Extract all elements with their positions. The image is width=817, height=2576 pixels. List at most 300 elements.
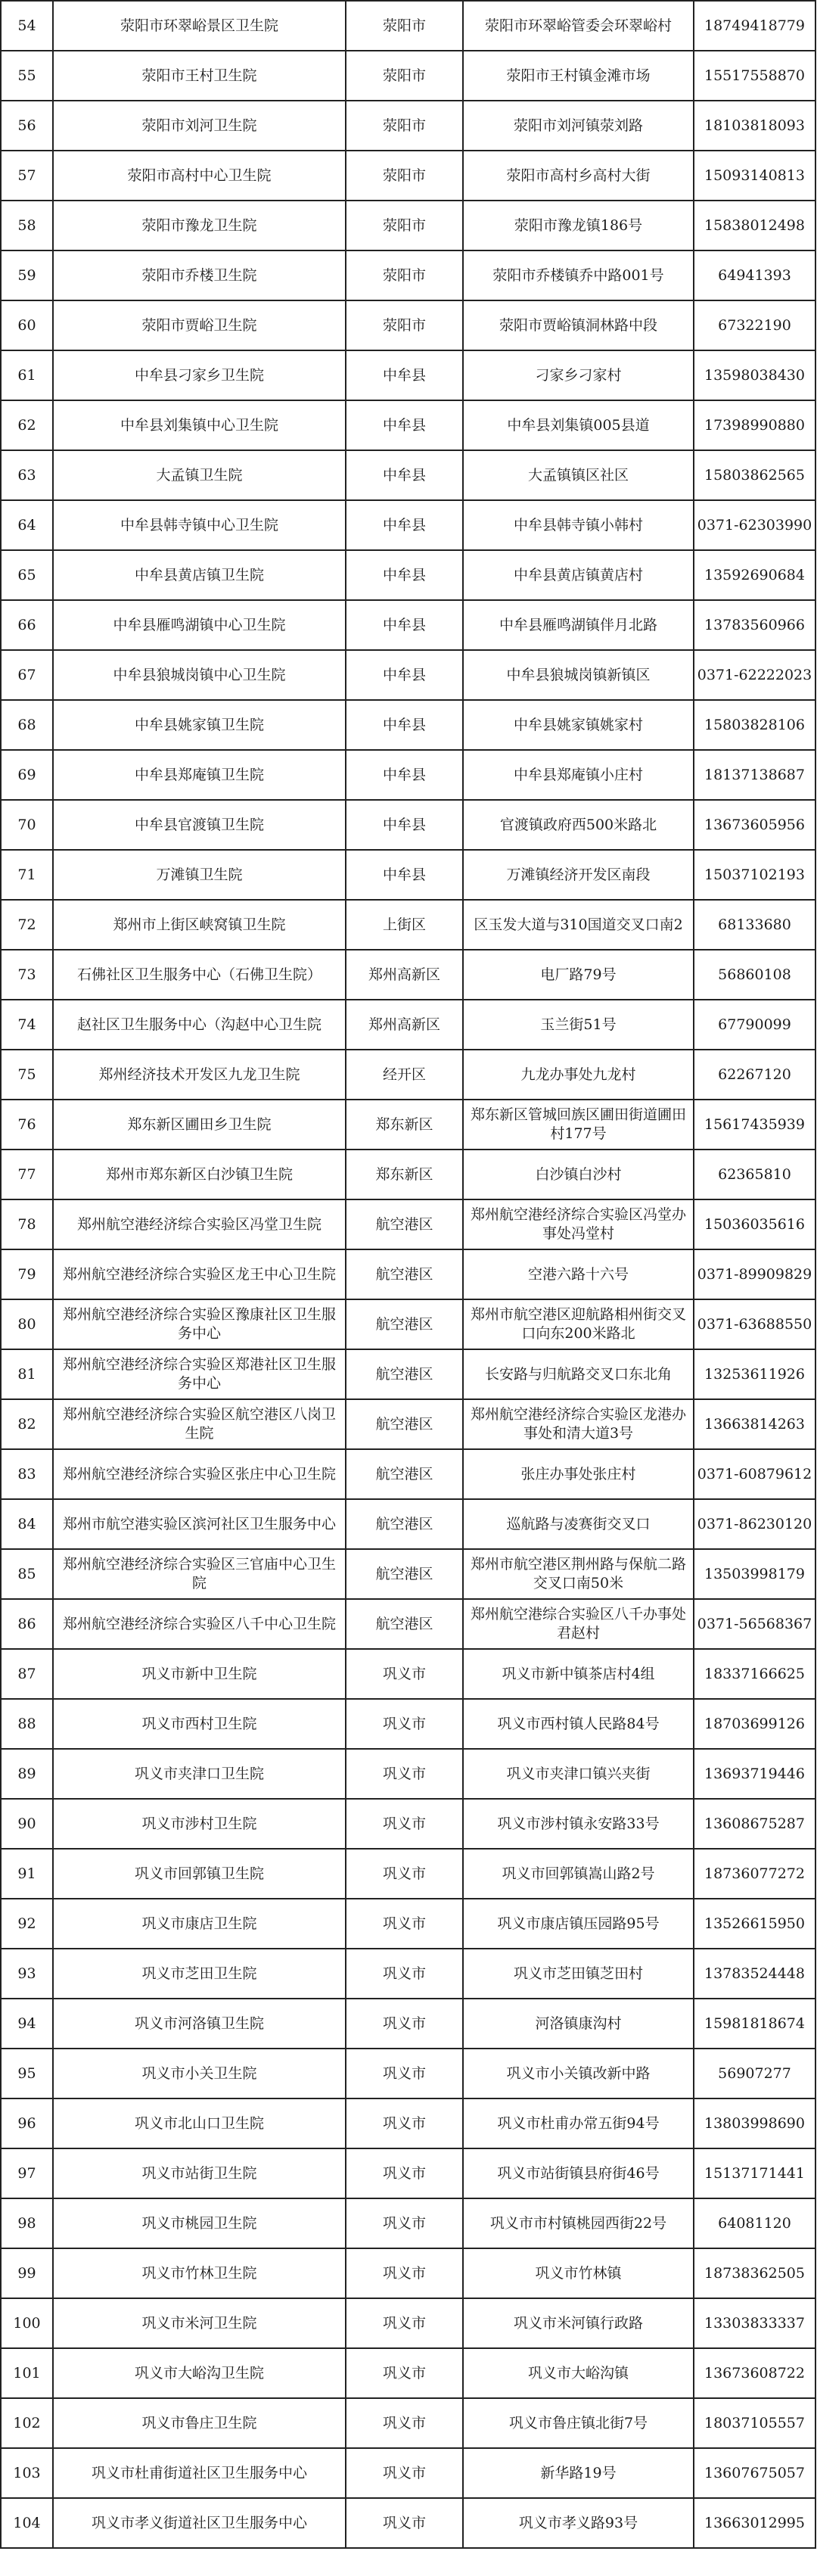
institution-name: 郑州航空港经济综合实验区冯堂卫生院: [53, 1199, 346, 1249]
table-row: [1, 1, 815, 51]
address: 玉兰街51号: [463, 1000, 694, 1050]
address: 巡航路与凌赛街交叉口: [463, 1499, 694, 1549]
row-number: 77: [1, 1150, 53, 1199]
address: 大孟镇镇区社区: [463, 450, 694, 500]
institution-name: 巩义市涉村卫生院: [53, 1799, 346, 1849]
phone-number: 18738362505: [694, 2248, 815, 2298]
phone-number: 13783524448: [694, 1949, 815, 1999]
row-number: 97: [1, 2148, 53, 2198]
row-number: 59: [1, 250, 53, 300]
table-row: [1, 101, 815, 151]
address: 电厂路79号: [463, 950, 694, 1000]
phone-number: 13608675287: [694, 1799, 815, 1849]
table-row: [1, 2348, 815, 2398]
institution-name: 巩义市小关卫生院: [53, 2049, 346, 2098]
district: 巩义市: [346, 1949, 463, 1999]
address: 郑州航空港经济综合实验区龙港办事处和清大道3号: [463, 1399, 694, 1449]
district: 航空港区: [346, 1599, 463, 1649]
institution-name: 巩义市北山口卫生院: [53, 2098, 346, 2148]
district: 巩义市: [346, 1699, 463, 1749]
address: 巩义市回郭镇嵩山路2号: [463, 1849, 694, 1899]
address: 巩义市米河镇行政路: [463, 2298, 694, 2348]
table-row: [1, 2398, 815, 2448]
row-number: 71: [1, 850, 53, 900]
institution-name: 郑州航空港经济综合实验区航空港区八岗卫生院: [53, 1399, 346, 1449]
phone-number: 56860108: [694, 950, 815, 1000]
address: 河洛镇康沟村: [463, 1999, 694, 2049]
row-number: 61: [1, 350, 53, 400]
institution-name: 巩义市河洛镇卫生院: [53, 1999, 346, 2049]
row-number: 79: [1, 1249, 53, 1299]
row-number: 96: [1, 2098, 53, 2148]
row-number: 55: [1, 51, 53, 101]
institution-name: 巩义市孝义街道社区卫生服务中心: [53, 2498, 346, 2548]
row-number: 68: [1, 700, 53, 750]
institution-name: 中牟县郑庵镇卫生院: [53, 750, 346, 800]
table-row: [1, 250, 815, 300]
row-number: 75: [1, 1050, 53, 1100]
institution-name: 巩义市杜甫街道社区卫生服务中心: [53, 2448, 346, 2498]
phone-number: 17398990880: [694, 400, 815, 450]
phone-number: 67790099: [694, 1000, 815, 1050]
table-row: [1, 151, 815, 201]
district: 航空港区: [346, 1549, 463, 1599]
district: 上街区: [346, 900, 463, 950]
institution-name: 巩义市康店卫生院: [53, 1899, 346, 1949]
table-row: [1, 1100, 815, 1150]
address: 巩义市大峪沟镇: [463, 2348, 694, 2398]
table-row: [1, 1499, 815, 1549]
row-number: 82: [1, 1399, 53, 1449]
table-row: [1, 1449, 815, 1499]
institution-name: 郑州市郑东新区白沙镇卫生院: [53, 1150, 346, 1199]
phone-number: 15803828106: [694, 700, 815, 750]
district: 巩义市: [346, 2248, 463, 2298]
phone-number: 18103818093: [694, 101, 815, 151]
institution-name: 荥阳市豫龙卫生院: [53, 201, 346, 250]
table-row: [1, 2448, 815, 2498]
phone-number: 18749418779: [694, 1, 815, 51]
district: 郑州高新区: [346, 1000, 463, 1050]
phone-number: 68133680: [694, 900, 815, 950]
table-row: [1, 2298, 815, 2348]
district: 巩义市: [346, 2348, 463, 2398]
district: 航空港区: [346, 1449, 463, 1499]
institution-name: 郑州航空港经济综合实验区豫康社区卫生服务中心: [53, 1299, 346, 1349]
row-number: 92: [1, 1899, 53, 1949]
address: 荥阳市王村镇金滩市场: [463, 51, 694, 101]
row-number: 100: [1, 2298, 53, 2348]
row-number: 103: [1, 2448, 53, 2498]
institution-name: 巩义市桃园卫生院: [53, 2198, 346, 2248]
address: 巩义市市村镇桃园西街22号: [463, 2198, 694, 2248]
table-row: [1, 1399, 815, 1449]
address: 白沙镇白沙村: [463, 1150, 694, 1199]
row-number: 73: [1, 950, 53, 1000]
phone-number: 15137171441: [694, 2148, 815, 2198]
address: 巩义市站街镇县府街46号: [463, 2148, 694, 2198]
row-number: 69: [1, 750, 53, 800]
district: 中牟县: [346, 750, 463, 800]
row-number: 80: [1, 1299, 53, 1349]
address: 巩义市竹林镇: [463, 2248, 694, 2298]
district: 航空港区: [346, 1499, 463, 1549]
address: 中牟县雁鸣湖镇伴月北路: [463, 600, 694, 650]
table-row: [1, 400, 815, 450]
phone-number: 0371-62222023: [694, 650, 815, 700]
institution-name: 巩义市夹津口卫生院: [53, 1749, 346, 1799]
address: 郑州航空港经济综合实验区冯堂办事处冯堂村: [463, 1199, 694, 1249]
address: 郑州航空港综合实验区八千办事处君赵村: [463, 1599, 694, 1649]
district: 中牟县: [346, 450, 463, 500]
row-number: 70: [1, 800, 53, 850]
institution-name: 巩义市站街卫生院: [53, 2148, 346, 2198]
address: 荥阳市贾峪镇洞林路中段: [463, 300, 694, 350]
row-number: 95: [1, 2049, 53, 2098]
row-number: 86: [1, 1599, 53, 1649]
institution-name: 巩义市米河卫生院: [53, 2298, 346, 2348]
table-row: [1, 1699, 815, 1749]
institution-name: 荥阳市刘河卫生院: [53, 101, 346, 151]
phone-number: 13673608722: [694, 2348, 815, 2398]
district: 中牟县: [346, 400, 463, 450]
phone-number: 62267120: [694, 1050, 815, 1100]
institution-name: 郑州航空港经济综合实验区张庄中心卫生院: [53, 1449, 346, 1499]
table-row: [1, 1749, 815, 1799]
phone-number: 13673605956: [694, 800, 815, 850]
district: 巩义市: [346, 2049, 463, 2098]
phone-number: 13663814263: [694, 1399, 815, 1449]
phone-number: 0371-62303990: [694, 500, 815, 550]
row-number: 84: [1, 1499, 53, 1549]
phone-number: 15036035616: [694, 1199, 815, 1249]
institution-name: 巩义市鲁庄卫生院: [53, 2398, 346, 2448]
address: 中牟县郑庵镇小庄村: [463, 750, 694, 800]
district: 巩义市: [346, 2198, 463, 2248]
row-number: 62: [1, 400, 53, 450]
row-number: 65: [1, 550, 53, 600]
district: 航空港区: [346, 1399, 463, 1449]
address: 郑东新区管城回族区圃田街道圃田村177号: [463, 1100, 694, 1150]
institution-name: 荥阳市高村中心卫生院: [53, 151, 346, 201]
table-row: [1, 2049, 815, 2098]
table-row: [1, 750, 815, 800]
phone-number: 13303833337: [694, 2298, 815, 2348]
address: 万滩镇经济开发区南段: [463, 850, 694, 900]
table-row: [1, 1349, 815, 1399]
phone-number: 15617435939: [694, 1100, 815, 1150]
address: 中牟县狼城岗镇新镇区: [463, 650, 694, 700]
institution-name: 巩义市回郭镇卫生院: [53, 1849, 346, 1899]
district: 中牟县: [346, 600, 463, 650]
address: 空港六路十六号: [463, 1249, 694, 1299]
phone-number: 13783560966: [694, 600, 815, 650]
institution-name: 中牟县雁鸣湖镇中心卫生院: [53, 600, 346, 650]
row-number: 63: [1, 450, 53, 500]
district: 巩义市: [346, 1899, 463, 1949]
institution-name: 中牟县刁家乡卫生院: [53, 350, 346, 400]
phone-number: 0371-86230120: [694, 1499, 815, 1549]
row-number: 81: [1, 1349, 53, 1399]
district: 巩义市: [346, 1999, 463, 2049]
row-number: 78: [1, 1199, 53, 1249]
row-number: 104: [1, 2498, 53, 2548]
phone-number: 0371-56568367: [694, 1599, 815, 1649]
address: 区玉发大道与310国道交叉口南2: [463, 900, 694, 950]
table-row: [1, 2098, 815, 2148]
table-row: [1, 1299, 815, 1349]
table-row: [1, 1949, 815, 1999]
address: 巩义市孝义路93号: [463, 2498, 694, 2548]
address: 长安路与归航路交叉口东北角: [463, 1349, 694, 1399]
district: 航空港区: [346, 1349, 463, 1399]
institution-name: 中牟县官渡镇卫生院: [53, 800, 346, 850]
phone-number: 13803998690: [694, 2098, 815, 2148]
institution-name: 巩义市西村卫生院: [53, 1699, 346, 1749]
institution-name: 石佛社区卫生服务中心（石佛卫生院）: [53, 950, 346, 1000]
table-row: [1, 300, 815, 350]
table-row: [1, 2198, 815, 2248]
table-row: [1, 1150, 815, 1199]
table-row: [1, 1050, 815, 1100]
phone-number: 15838012498: [694, 201, 815, 250]
row-number: 91: [1, 1849, 53, 1899]
phone-number: 64081120: [694, 2198, 815, 2248]
row-number: 64: [1, 500, 53, 550]
institution-name: 赵社区卫生服务中心（沟赵中心卫生院: [53, 1000, 346, 1050]
district: 巩义市: [346, 1749, 463, 1799]
phone-number: 13598038430: [694, 350, 815, 400]
district: 荥阳市: [346, 201, 463, 250]
district: 航空港区: [346, 1199, 463, 1249]
table-row: [1, 650, 815, 700]
table-row: [1, 800, 815, 850]
phone-number: 18703699126: [694, 1699, 815, 1749]
table-row: [1, 1199, 815, 1249]
table-row: [1, 201, 815, 250]
address: 巩义市小关镇改新中路: [463, 2049, 694, 2098]
district: 经开区: [346, 1050, 463, 1100]
table-row: [1, 1799, 815, 1849]
row-number: 72: [1, 900, 53, 950]
table-row: [1, 600, 815, 650]
institution-name: 中牟县黄店镇卫生院: [53, 550, 346, 600]
district: 巩义市: [346, 1799, 463, 1849]
table-row: [1, 1849, 815, 1899]
district: 荥阳市: [346, 51, 463, 101]
institution-name: 郑州航空港经济综合实验区八千中心卫生院: [53, 1599, 346, 1649]
phone-number: 0371-60879612: [694, 1449, 815, 1499]
table-row: [1, 1999, 815, 2049]
district: 巩义市: [346, 2148, 463, 2198]
district: 荥阳市: [346, 101, 463, 151]
phone-number: 13607675057: [694, 2448, 815, 2498]
phone-number: 62365810: [694, 1150, 815, 1199]
table-row: [1, 2148, 815, 2198]
table-row: [1, 1899, 815, 1949]
phone-number: 0371-63688550: [694, 1299, 815, 1349]
district: 巩义市: [346, 2498, 463, 2548]
phone-number: 18337166625: [694, 1649, 815, 1699]
institution-name: 巩义市芝田卫生院: [53, 1949, 346, 1999]
address: 新华路19号: [463, 2448, 694, 2498]
phone-number: 13663012995: [694, 2498, 815, 2548]
district: 中牟县: [346, 550, 463, 600]
institution-name: 巩义市竹林卫生院: [53, 2248, 346, 2298]
table-row: [1, 1000, 815, 1050]
address: 巩义市芝田镇芝田村: [463, 1949, 694, 1999]
address: 巩义市新中镇茶店村4组: [463, 1649, 694, 1699]
table-row: [1, 850, 815, 900]
phone-number: 13503998179: [694, 1549, 815, 1599]
district: 中牟县: [346, 500, 463, 550]
address: 中牟县韩寺镇小韩村: [463, 500, 694, 550]
phone-number: 64941393: [694, 250, 815, 300]
district: 郑州高新区: [346, 950, 463, 1000]
row-number: 101: [1, 2348, 53, 2398]
district: 航空港区: [346, 1249, 463, 1299]
row-number: 76: [1, 1100, 53, 1150]
institution-name: 郑州市上街区峡窝镇卫生院: [53, 900, 346, 950]
address: 官渡镇政府西500米路北: [463, 800, 694, 850]
table-row: [1, 900, 815, 950]
table-row: [1, 450, 815, 500]
table-row: [1, 2498, 815, 2548]
address: 张庄办事处张庄村: [463, 1449, 694, 1499]
address: 郑州市航空港区荆州路与保航二路交叉口南50米: [463, 1549, 694, 1599]
address: 荥阳市高村乡高村大街: [463, 151, 694, 201]
district: 中牟县: [346, 850, 463, 900]
district: 郑东新区: [346, 1100, 463, 1150]
institution-name: 郑州航空港经济综合实验区龙王中心卫生院: [53, 1249, 346, 1299]
address: 巩义市夹津口镇兴夹街: [463, 1749, 694, 1799]
district: 巩义市: [346, 1649, 463, 1699]
row-number: 58: [1, 201, 53, 250]
district: 巩义市: [346, 2398, 463, 2448]
row-number: 54: [1, 1, 53, 51]
institution-name: 荥阳市乔楼卫生院: [53, 250, 346, 300]
row-number: 74: [1, 1000, 53, 1050]
table-row: [1, 1649, 815, 1699]
institution-name: 中牟县刘集镇中心卫生院: [53, 400, 346, 450]
table-body: [1, 1, 815, 2548]
phone-number: 56907277: [694, 2049, 815, 2098]
address: 中牟县刘集镇005县道: [463, 400, 694, 450]
phone-number: 18137138687: [694, 750, 815, 800]
phone-number: 0371-89909829: [694, 1249, 815, 1299]
phone-number: 15517558870: [694, 51, 815, 101]
district: 中牟县: [346, 350, 463, 400]
row-number: 83: [1, 1449, 53, 1499]
row-number: 56: [1, 101, 53, 151]
district: 巩义市: [346, 2298, 463, 2348]
district: 郑东新区: [346, 1150, 463, 1199]
address: 巩义市西村镇人民路84号: [463, 1699, 694, 1749]
phone-number: 15803862565: [694, 450, 815, 500]
district: 荥阳市: [346, 1, 463, 51]
phone-number: 13592690684: [694, 550, 815, 600]
institution-name: 巩义市大峪沟卫生院: [53, 2348, 346, 2398]
row-number: 89: [1, 1749, 53, 1799]
institution-name: 巩义市新中卫生院: [53, 1649, 346, 1699]
institution-name: 郑东新区圃田乡卫生院: [53, 1100, 346, 1150]
table-row: [1, 350, 815, 400]
institution-name: 大孟镇卫生院: [53, 450, 346, 500]
district: 中牟县: [346, 700, 463, 750]
table-row: [1, 1599, 815, 1649]
row-number: 102: [1, 2398, 53, 2448]
table-row: [1, 1249, 815, 1299]
row-number: 60: [1, 300, 53, 350]
district: 巩义市: [346, 2098, 463, 2148]
district: 中牟县: [346, 650, 463, 700]
table-row: [1, 950, 815, 1000]
phone-number: 13526615950: [694, 1899, 815, 1949]
row-number: 93: [1, 1949, 53, 1999]
institution-name: 万滩镇卫生院: [53, 850, 346, 900]
table-row: [1, 51, 815, 101]
address: 九龙办事处九龙村: [463, 1050, 694, 1100]
institution-name: 郑州航空港经济综合实验区郑港社区卫生服务中心: [53, 1349, 346, 1399]
row-number: 67: [1, 650, 53, 700]
district: 巩义市: [346, 2448, 463, 2498]
row-number: 94: [1, 1999, 53, 2049]
address: 巩义市鲁庄镇北街7号: [463, 2398, 694, 2448]
institution-name: 荥阳市王村卫生院: [53, 51, 346, 101]
address: 巩义市涉村镇永安路33号: [463, 1799, 694, 1849]
phone-number: 18037105557: [694, 2398, 815, 2448]
district: 巩义市: [346, 1849, 463, 1899]
row-number: 98: [1, 2198, 53, 2248]
table-row: [1, 2248, 815, 2298]
institution-name: 中牟县姚家镇卫生院: [53, 700, 346, 750]
address: 荥阳市乔楼镇乔中路001号: [463, 250, 694, 300]
row-number: 87: [1, 1649, 53, 1699]
row-number: 85: [1, 1549, 53, 1599]
row-number: 88: [1, 1699, 53, 1749]
address: 中牟县黄店镇黄店村: [463, 550, 694, 600]
address: 巩义市杜甫办常五街94号: [463, 2098, 694, 2148]
row-number: 90: [1, 1799, 53, 1849]
institution-name: 郑州经济技术开发区九龙卫生院: [53, 1050, 346, 1100]
phone-number: 67322190: [694, 300, 815, 350]
address: 荥阳市环翠峪管委会环翠峪村: [463, 1, 694, 51]
table-row: [1, 1549, 815, 1599]
district: 中牟县: [346, 800, 463, 850]
phone-number: 15981818674: [694, 1999, 815, 2049]
institution-name: 中牟县狼城岗镇中心卫生院: [53, 650, 346, 700]
table-row: [1, 700, 815, 750]
institution-name: 郑州市航空港实验区滨河社区卫生服务中心: [53, 1499, 346, 1549]
institution-name: 荥阳市环翠峪景区卫生院: [53, 1, 346, 51]
table-row: [1, 550, 815, 600]
district: 荥阳市: [346, 151, 463, 201]
address: 中牟县姚家镇姚家村: [463, 700, 694, 750]
district: 航空港区: [346, 1299, 463, 1349]
phone-number: 13253611926: [694, 1349, 815, 1399]
institution-name: 荥阳市贾峪卫生院: [53, 300, 346, 350]
phone-number: 15037102193: [694, 850, 815, 900]
phone-number: 18736077272: [694, 1849, 815, 1899]
row-number: 99: [1, 2248, 53, 2298]
address: 荥阳市刘河镇荥刘路: [463, 101, 694, 151]
address: 巩义市康店镇压园路95号: [463, 1899, 694, 1949]
institution-name: 郑州航空港经济综合实验区三官庙中心卫生院: [53, 1549, 346, 1599]
table-row: [1, 500, 815, 550]
institution-name: 中牟县韩寺镇中心卫生院: [53, 500, 346, 550]
phone-number: 15093140813: [694, 151, 815, 201]
address: 荥阳市豫龙镇186号: [463, 201, 694, 250]
